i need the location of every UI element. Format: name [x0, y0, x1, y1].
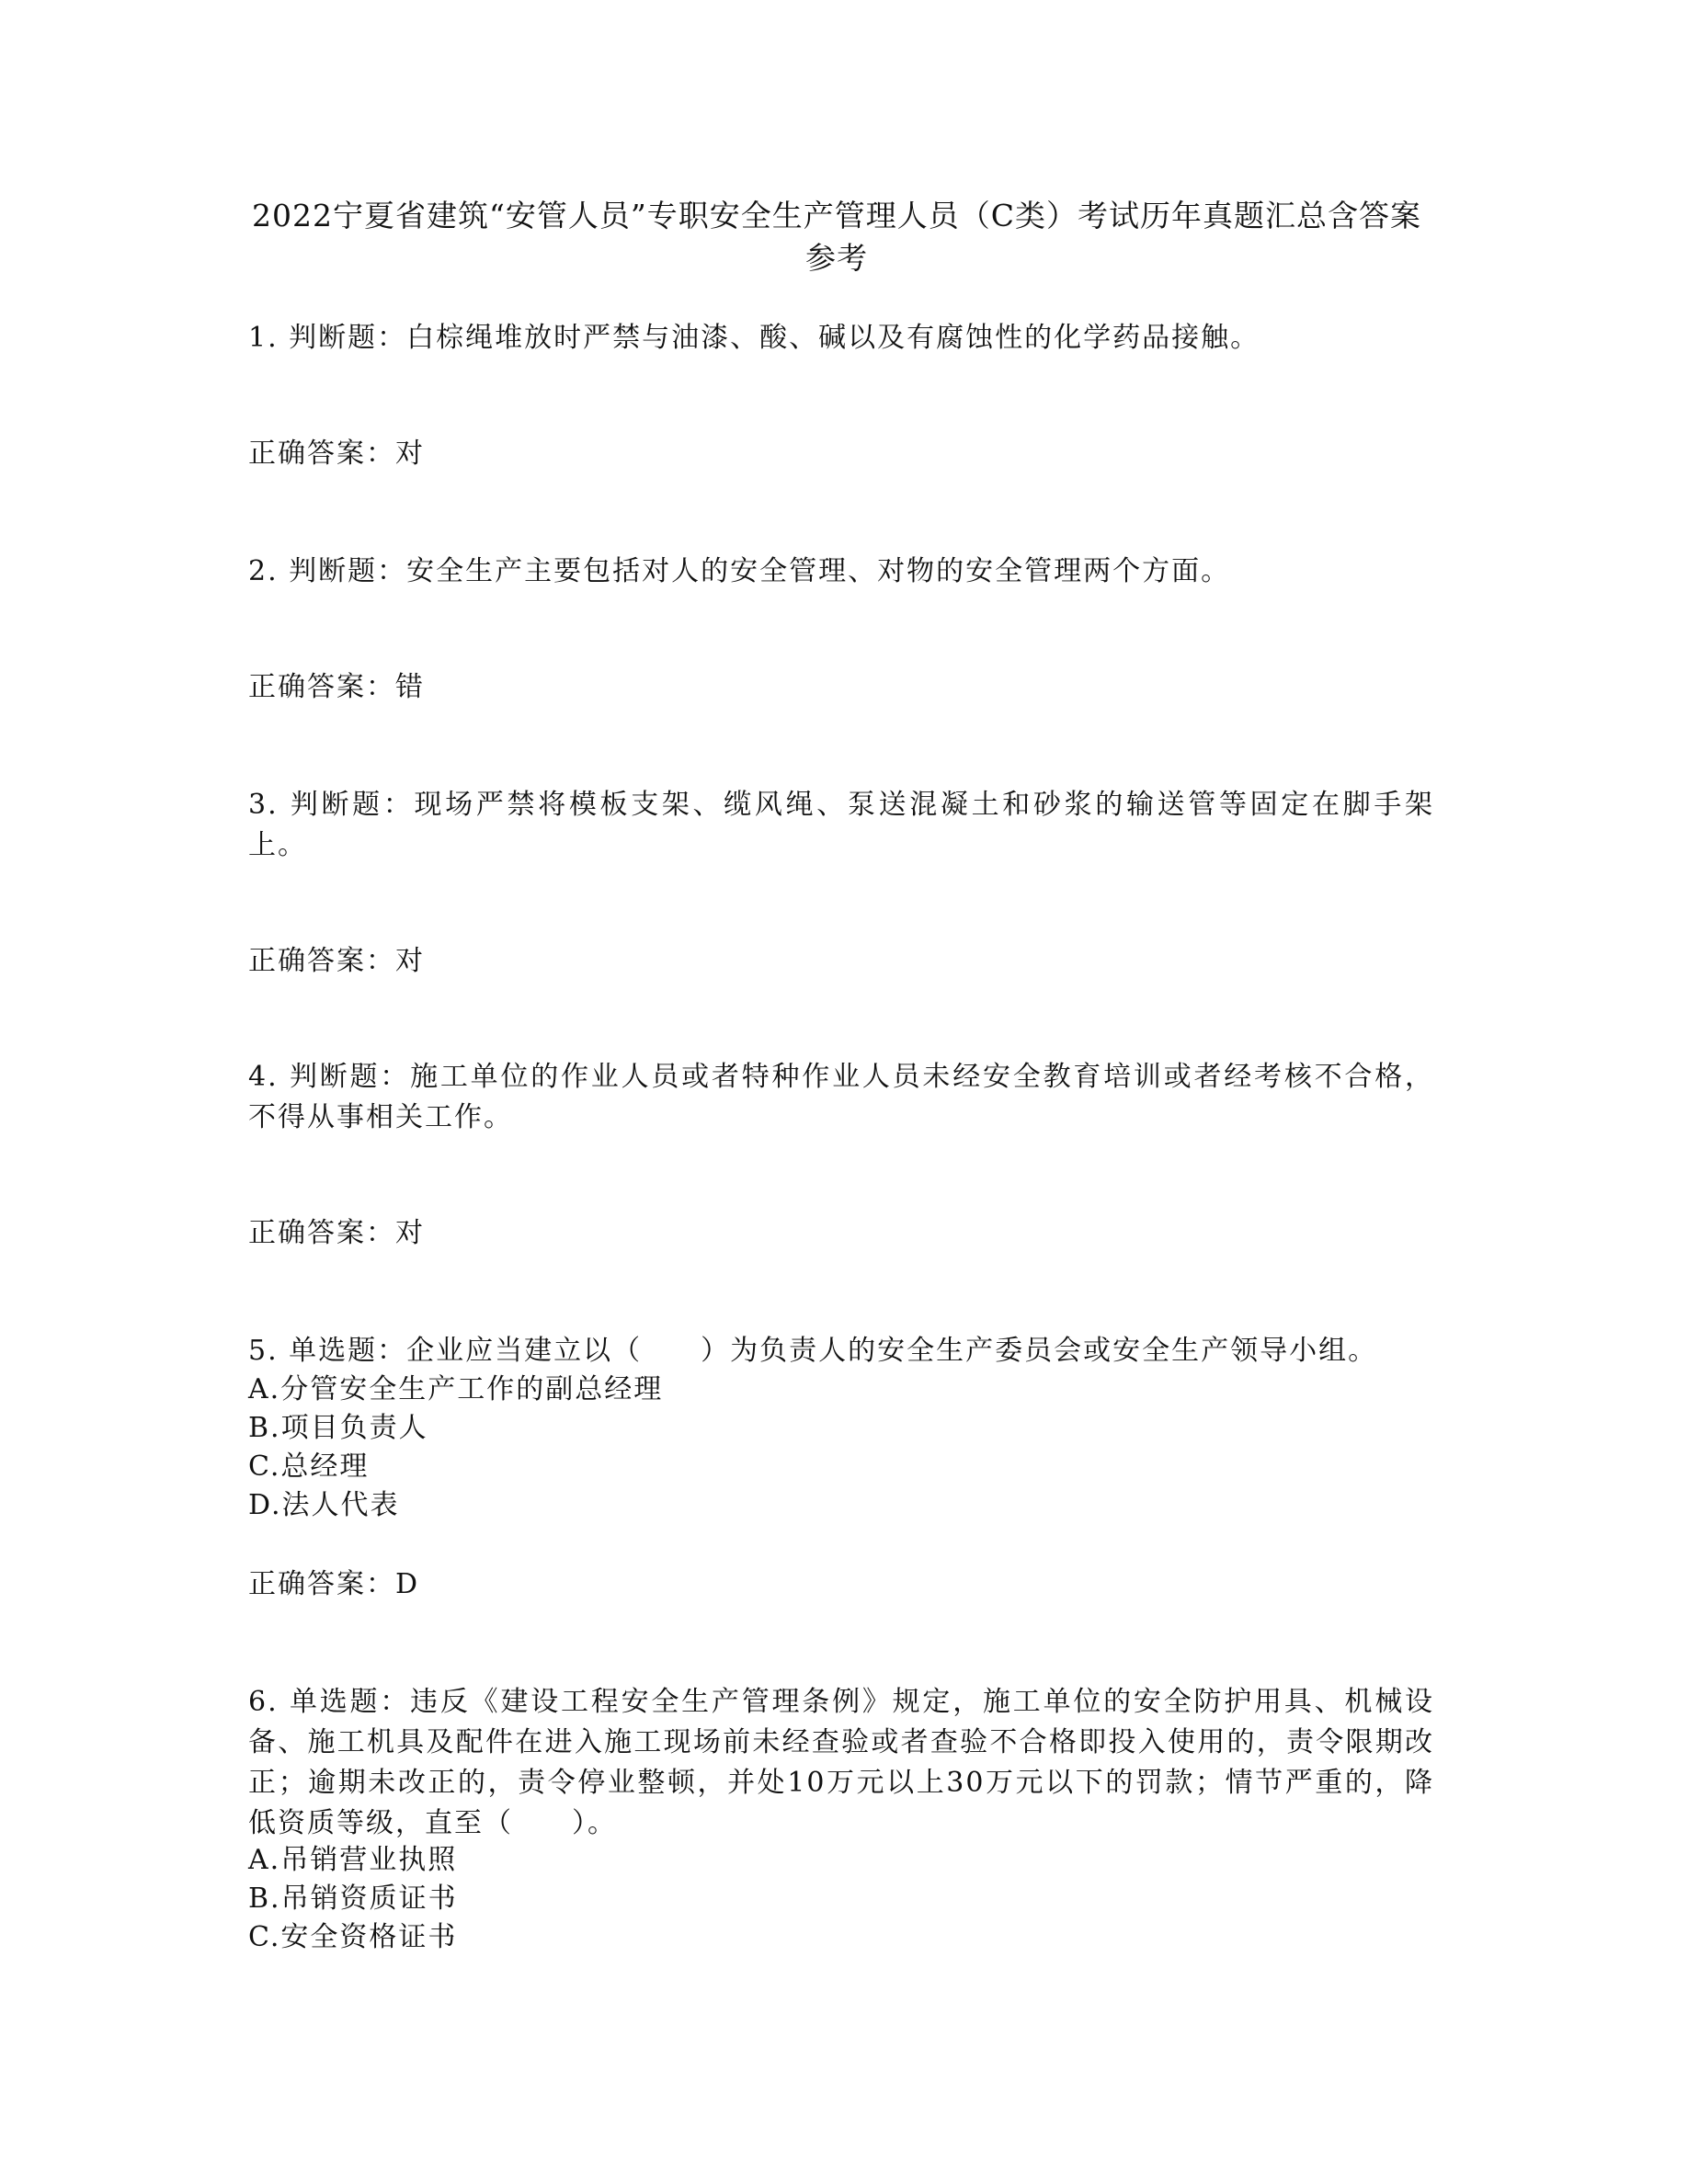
- question-5-option-b: B.项目负责人: [248, 1412, 428, 1444]
- question-6-option-a: A.吊销营业执照: [248, 1844, 458, 1876]
- document-title: 2022宁夏省建筑“安管人员”专职安全生产管理人员（C类）考试历年真题汇总含答案参考: [252, 198, 1421, 276]
- question-5-option-d: D.法人代表: [248, 1489, 400, 1521]
- question-3-stem: 3. 判断题：现场严禁将模板支架、缆风绳、泵送混凝土和砂浆的输送管等固定在脚手架上。: [248, 789, 1434, 861]
- question-6-option-b: B.吊销资质证书: [248, 1883, 458, 1915]
- question-1-stem: 1. 判断题：白棕绳堆放时严禁与油漆、酸、碱以及有腐蚀性的化学药品接触。: [248, 322, 1260, 354]
- question-5-answer: 正确答案：D: [248, 1568, 420, 1600]
- question-2-stem: 2. 判断题：安全生产主要包括对人的安全管理、对物的安全管理两个方面。: [248, 555, 1231, 587]
- question-5-option-a: A.分管安全生产工作的副总经理: [248, 1373, 664, 1405]
- question-5-option-c: C.总经理: [248, 1450, 370, 1483]
- question-1-answer: 正确答案：对: [248, 438, 425, 470]
- question-3-answer: 正确答案：对: [248, 945, 425, 977]
- question-5-stem: 5. 单选题：企业应当建立以（ ）为负责人的安全生产委员会或安全生产领导小组。: [248, 1335, 1378, 1367]
- question-6-option-c: C.安全资格证书: [248, 1921, 458, 1953]
- question-2-answer: 正确答案：错: [248, 671, 425, 703]
- question-4-stem: 4. 判断题：施工单位的作业人员或者特种作业人员未经安全教育培训或者经考核不合格，不得从事相关工作。: [248, 1061, 1434, 1133]
- question-4-answer: 正确答案：对: [248, 1217, 425, 1249]
- question-6-stem: 6. 单选题：违反《建设工程安全生产管理条例》规定，施工单位的安全防护用具、机械设备、施工机具及配件在进入施工现场前未经查验或者查验不合格即投入使用的，责令限期改正；逾期未改正的，责令停业整顿，并处10万元以上30万元以下的罚款；情节严重的，降低资质等级，直至（ ）。: [248, 1686, 1434, 1839]
